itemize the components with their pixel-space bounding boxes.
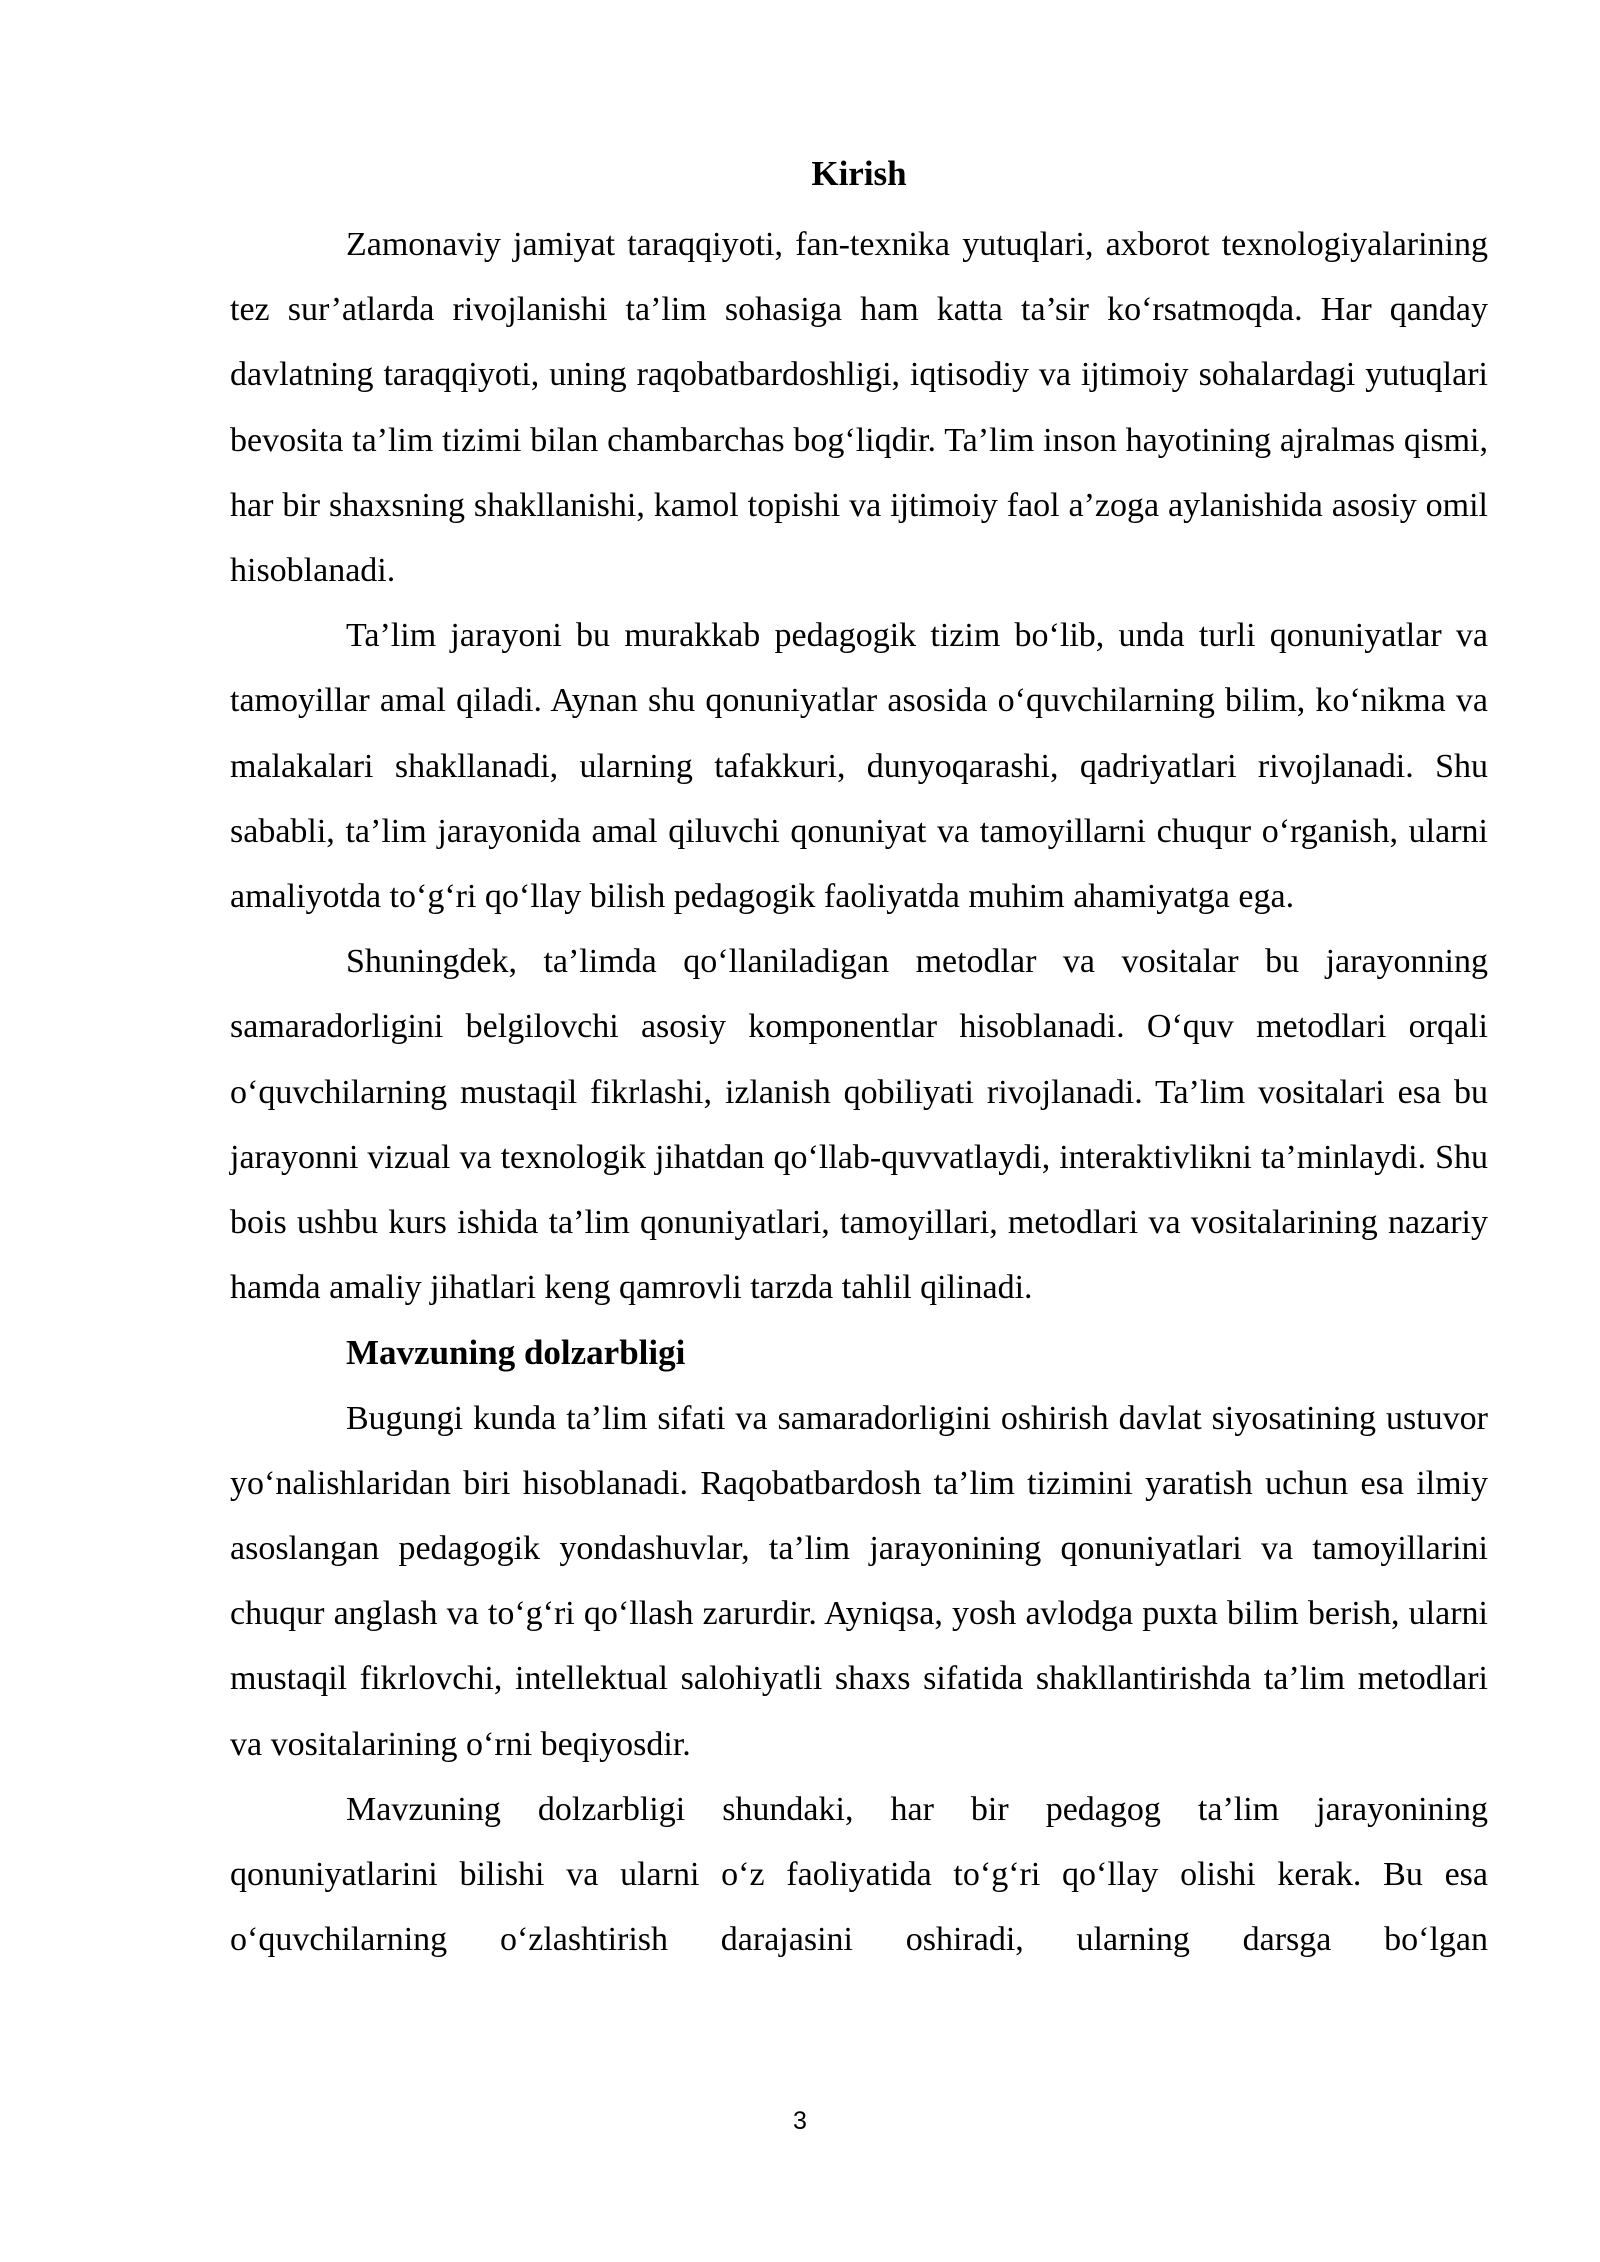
paragraph-2: Ta’lim jarayoni bu murakkab pedagogik tizim bo‘lib, unda turli qonuniyatlar va tamoyillar amal qiladi. Aynan shu qonuniyatlar asosida o‘quvchilarning bilim, ko‘nikma va malakalari shakllanadi, ularning tafakkuri, dunyoqarashi, qadriyatlari rivojlanadi. Shu sababli, ta’lim jarayonida amal qiluvchi qonuniyat va tamoyillarni chuqur o‘rganish, ularni amaliyotda to‘g‘ri qo‘llay bilish pedagogik faoliyatda muhim ahamiyatga ega. — [230, 617, 1488, 916]
page-number: 3 — [793, 2107, 807, 2135]
document-page — [230, 0, 1488, 2262]
document-body — [230, 212, 1488, 1972]
subheading-dolzarblik: Mavzuning dolzarbligi — [346, 1333, 686, 1373]
section-heading-kirish: Kirish — [811, 154, 907, 193]
paragraph-5: Mavzuning dolzarbligi shundaki, har bir pedagog ta’lim jarayonining qonuniyatlarini bilishi va ularni o‘z faoliyatida to‘g‘ri qo‘llay olishi kerak. Bu esa o‘quvchilarning o‘zlashtirish darajasini oshiradi, ularning darsga bo‘lgan — [230, 1790, 1488, 1959]
paragraph-3: Shuningdek, ta’limda qo‘llaniladigan metodlar va vositalar bu jarayonning samaradorligini belgilovchi asosiy komponentlar hisoblanadi. O‘quv metodlari orqali o‘quvchilarning mustaqil fikrlashi, izlanish qobiliyati rivojlanadi. Ta’lim vositalari esa bu jarayonni vizual va texnologik jihatdan qo‘llab-quvvatlaydi, interaktivlikni ta’minlaydi. Shu bois ushbu kurs ishida ta’lim qonuniyatlari, tamoyillari, metodlari va vositalarining nazariy hamda amaliy jihatlari keng qamrovli tarzda tahlil qilinadi. — [230, 943, 1488, 1307]
paragraph-1: Zamonaviy jamiyat taraqqiyoti, fan-texnika yutuqlari, axborot texnologiyalarining tez sur’atlarda rivojlanishi ta’lim sohasiga ham katta ta’sir ko‘rsatmoqda. Har qanday davlatning taraqqiyoti, uning raqobatbardoshligi, iqtisodiy va ijtimoiy sohalardagi yutuqlari bevosita ta’lim tizimi bilan chambarchas bog‘liqdir. Ta’lim inson hayotining ajralmas qismi, har bir shaxsning shakllanishi, kamol topishi va ijtimoiy faol a’zoga aylanishida asosiy omil hisoblanadi. — [230, 226, 1488, 590]
paragraph-4: Bugungi kunda ta’lim sifati va samaradorligini oshirish davlat siyosatining ustuvor yo‘nalishlaridan biri hisoblanadi. Raqobatbardosh ta’lim tizimini yaratish uchun esa ilmiy asoslangan pedagogik yondashuvlar, ta’lim jarayonining qonuniyatlari va tamoyillarini chuqur anglash va to‘g‘ri qo‘llash zarurdir. Ayniqsa, yosh avlodga puxta bilim berish, ularni mustaqil fikrlovchi, intellektual salohiyatli shaxs sifatida shakllantirishda ta’lim metodlari va vositalarining o‘rni beqiyosdir. — [230, 1399, 1488, 1763]
